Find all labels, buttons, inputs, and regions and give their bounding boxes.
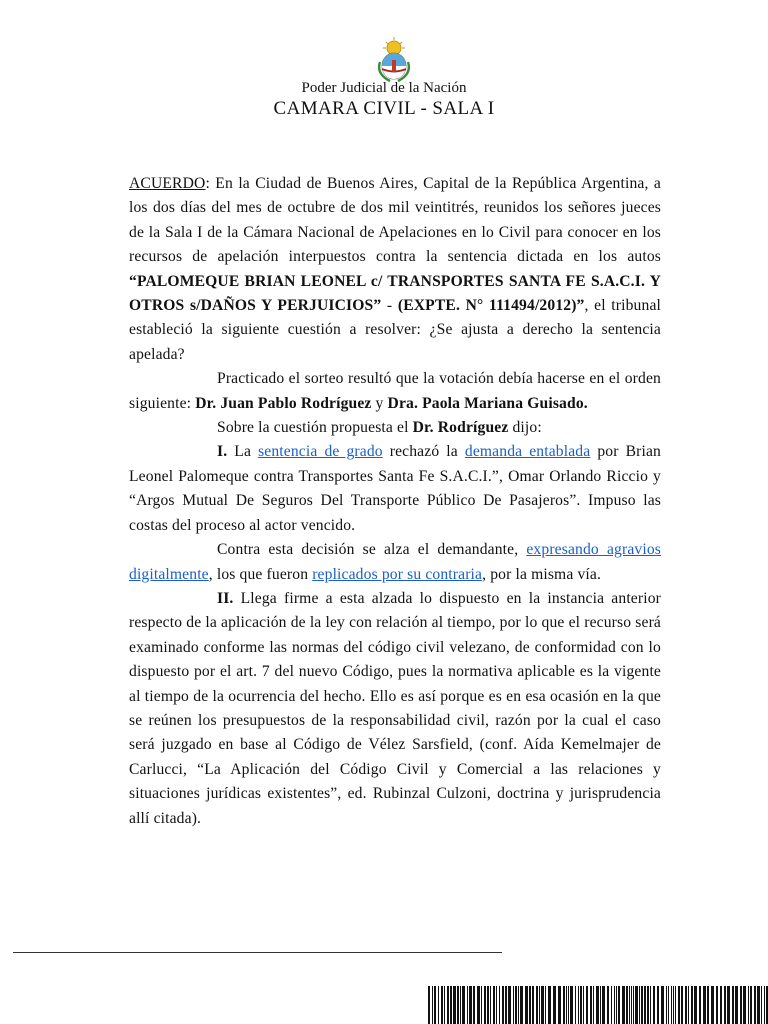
link-expresando-agravios[interactable]: expresando agravios digitalmente: [129, 541, 661, 583]
judge-name: Dr. Juan Pablo Rodríguez: [195, 394, 372, 412]
acuerdo-label: ACUERDO: [129, 175, 206, 192]
paragraph-apelacion: [129, 538, 661, 587]
text-run: y: [371, 394, 388, 412]
text-run: dijo:: [508, 419, 542, 437]
document-body: [129, 172, 661, 831]
link-demanda-entablada[interactable]: demanda entablada: [464, 443, 591, 461]
chamber-title: CAMARA CIVIL - SALA I: [273, 98, 495, 119]
coat-of-arms-icon: [372, 34, 416, 84]
paragraph-acuerdo: [129, 172, 661, 367]
text-run: Practicado el sorteo resultó que la votación debía hacerse en el orden siguiente:: [129, 370, 661, 412]
text-run: Contra esta decisión se alza el demandante,: [217, 541, 527, 559]
text-run: La: [227, 443, 259, 461]
link-sentencia-de-grado[interactable]: sentencia de grado: [258, 443, 383, 461]
court-name: Poder Judicial de la Nación: [301, 80, 467, 96]
text-run: Sobre la cuestión propuesta el: [217, 419, 413, 437]
judge-name: Dr. Rodríguez: [412, 419, 509, 437]
text-run: , los que fueron: [208, 565, 313, 583]
paragraph-i: [129, 440, 661, 538]
barcode-icon: [428, 986, 768, 1024]
judge-name: Dra. Paola Mariana Guisado.: [387, 394, 588, 412]
text-run: por Brian Leonel Palomeque contra Transportes Santa Fe S.A.C.I.”, Omar Orlando Riccio y “Argos Mutual De Seguros Del Transporte Público De Pasajeros”. Impuso las costas del proceso al actor vencido.: [129, 443, 661, 534]
text-run: : En la Ciudad de Buenos Aires, Capital de la República Argentina, a los dos días del mes de octubre de dos mil veintitrés, reunidos los señores jueces de la Sala I de la Cámara Nacional de Apelaciones en lo Civil para conocer en los recursos de apelación interpuestos contra la sentencia dictada en los autos: [129, 175, 661, 266]
section-number: II.: [217, 589, 234, 607]
case-number: (EXPTE. N° 111494/2012)”: [397, 297, 585, 315]
section-number: I.: [217, 443, 228, 461]
paragraph-sorteo: [129, 367, 661, 416]
text-run: -: [381, 297, 398, 315]
footer-rule: [13, 952, 502, 953]
paragraph-cuestion: [129, 416, 661, 440]
text-run: , por la misma vía.: [482, 565, 602, 583]
link-replicados[interactable]: replicados por su contraria: [312, 565, 483, 583]
text-run: , el tribunal estableció la siguiente cuestión a resolver: ¿Se ajusta a derecho la sentencia apelada?: [129, 297, 661, 363]
paragraph-ii: [129, 587, 661, 831]
case-title: “PALOMEQUE BRIAN LEONEL c/ TRANSPORTES SANTA FE S.A.C.I. Y OTROS s/DAÑOS Y PERJUICIOS”: [129, 272, 661, 315]
text-run: Llega firme a esta alzada lo dispuesto en la instancia anterior respecto de la aplicación de la ley con relación al tiempo, por lo que el recurso será examinado conforme las normas del código civil velezano, de conformidad con lo dispuesto por el art. 7 del nuevo Código, pues la normativa aplicable es la vigente al tiempo de la ocurrencia del hecho. Ello es así porque es en esa ocasión en la que se reúnen los presupuestos de la responsabilidad civil, razón por la cual el caso será juzgado en base al Código de Vélez Sarsfield, (conf. Aída Kemelmajer de Carlucci, “La Aplicación del Código Civil y Comercial a las relaciones y situaciones jurídicas existentes”, ed. Rubinzal Culzoni, doctrina y jurisprudencia allí citada).: [129, 589, 661, 827]
text-run: rechazó la: [382, 443, 465, 461]
